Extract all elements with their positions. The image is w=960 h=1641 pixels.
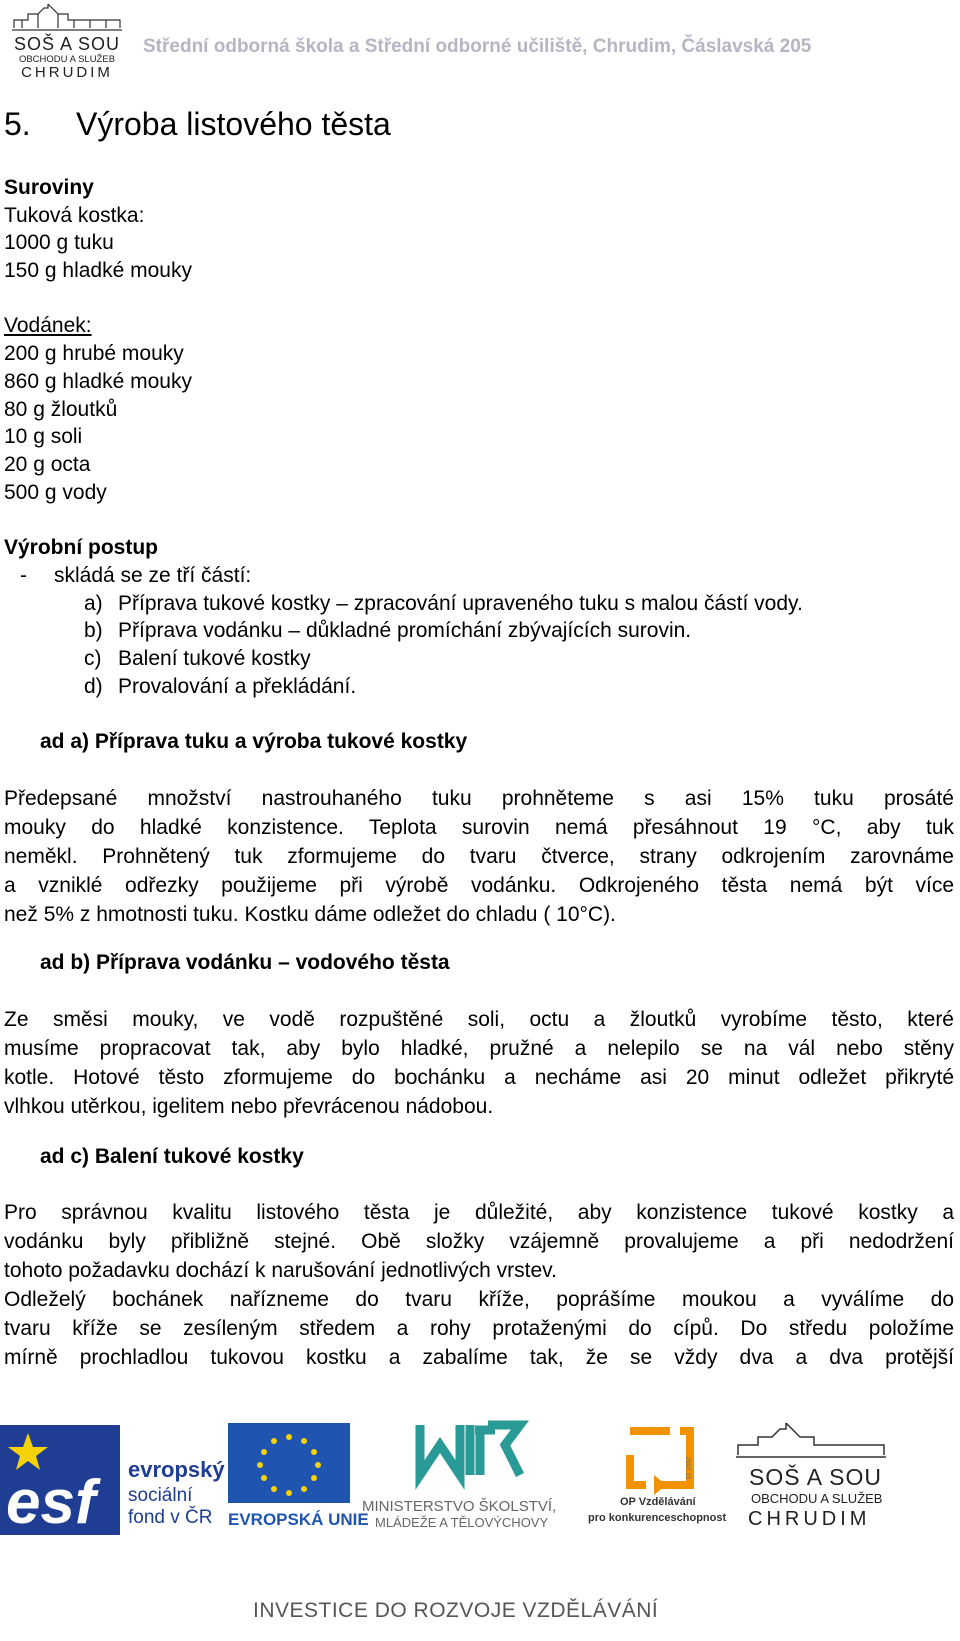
op-text-line2: pro konkurenceschopnost: [588, 1512, 727, 1524]
water-item: 860 g hladké mouky: [4, 370, 192, 393]
section-a-heading: ad a) Příprava tuku a výroba tukové kostky: [40, 730, 468, 753]
msmt-text-line2: MLÁDEŽE A TĚLOVÝCHOVY: [375, 1515, 549, 1530]
svg-text:esf: esf: [6, 1468, 96, 1537]
water-item: 500 g vody: [4, 481, 107, 504]
page-header: [0, 0, 960, 85]
step-text: Příprava vodánku – důkladné promíchání zbývajících surovin.: [118, 619, 692, 642]
step-marker: b): [84, 619, 103, 642]
esf-text-line2: sociální: [128, 1485, 193, 1506]
esf-logo-icon: [0, 1425, 225, 1537]
water-item: 20 g octa: [4, 453, 91, 476]
op-text-line1: OP Vzdělávání: [620, 1496, 696, 1508]
water-item: 200 g hrubé mouky: [4, 342, 184, 365]
paragraph-line: mouky do hladké konzistence. Teplota surovin nemá přesáhnout 19 °C, aby tuk: [4, 816, 954, 839]
process-heading: Výrobní postup: [4, 536, 158, 559]
eu-label: EVROPSKÁ UNIE: [228, 1510, 369, 1529]
section-c-heading: ad c) Balení tukové kostky: [40, 1145, 304, 1168]
paragraph-line: tvaru kříže se zesíleným středem a rohy protaženými do cípů. Do středu položíme: [4, 1317, 954, 1340]
logo-text-line2: OBCHODU A SLUŽEB: [18, 54, 116, 65]
paragraph-line: tohoto požadavku dochází k narušování jednotlivých vrstev.: [4, 1259, 557, 1282]
op-years: 2007-13: [684, 1457, 690, 1480]
step-text: Příprava tukové kostky – zpracování upraveného tuku s malou částí vody.: [118, 592, 803, 615]
paragraph-line: vlhkou utěrkou, igelitem nebo převrácenou nádobou.: [4, 1095, 494, 1118]
paragraph-line: Odleželý bochánek nařízneme do tvaru kříže, poprášíme moukou a vyválíme do: [4, 1288, 954, 1311]
section-b-heading: ad b) Příprava vodánku – vodového těsta: [40, 951, 450, 974]
paragraph-line: mírně prochladlou tukovou kostku a zabalíme tak, že se vždy dva a dva protější: [4, 1346, 954, 1369]
section-c-paragraph: [4, 1198, 954, 1372]
section-a-paragraph: [4, 784, 954, 929]
logo-text-line1: SOŠ A SOU: [13, 34, 121, 54]
step-marker: c): [84, 647, 102, 670]
title-number: 5.: [4, 106, 31, 142]
step-text: Provalování a překládání.: [118, 675, 357, 698]
water-item: 80 g žloutků: [4, 398, 118, 421]
paragraph-line: neměkl. Prohnětený tuk zformujeme do tvaru čtverce, strany odkrojením zarovnáme: [4, 845, 954, 868]
water-label: Vodánek:: [4, 314, 92, 337]
logo-text-line3: CHRUDIM: [21, 64, 113, 81]
school-footer-logo-icon: [736, 1423, 886, 1530]
page-title: [4, 106, 391, 143]
title-text: Výroba listového těsta: [76, 106, 391, 142]
school-footer-line3: CHRUDIM: [748, 1508, 871, 1530]
footer-invest-slogan: INVESTICE DO ROZVOJE VZDĚLÁVÁNÍ: [253, 1599, 659, 1622]
fat-item: 1000 g tuku: [4, 231, 114, 254]
step-marker: a): [84, 592, 103, 615]
msmt-logo-icon: [362, 1425, 556, 1530]
paragraph-line: Předepsané množství nastrouhaného tuku prohněteme s asi 15% tuku prosáté: [4, 787, 954, 810]
process-intro-dash: -: [20, 564, 27, 587]
esf-text-line1: evropský: [128, 1457, 225, 1482]
ingredients-heading: Suroviny: [4, 176, 94, 199]
footer-logos: [0, 1415, 960, 1555]
water-item: 10 g soli: [4, 425, 83, 448]
step-text: Balení tukové kostky: [118, 647, 311, 670]
esf-text-line3: fond v ČR: [128, 1507, 213, 1528]
msmt-text-line1: MINISTERSTVO ŠKOLSTVÍ,: [362, 1498, 557, 1515]
section-b-paragraph: [4, 1005, 954, 1121]
school-name-header: Střední odborná škola a Střední odborné učiliště, Chrudim, Čáslavská 205: [143, 36, 812, 57]
process-intro: skládá se ze tří částí:: [54, 564, 252, 587]
paragraph-line: Ze směsi mouky, ve vodě rozpuštěné soli, octu a žloutků vyrobíme těsto, které: [4, 1008, 954, 1031]
fat-label: Tuková kostka:: [4, 204, 145, 227]
eu-flag-icon: [228, 1423, 369, 1529]
paragraph-line: Pro správnou kvalitu listového těsta je důležité, aby konzistence tukové kostky a: [4, 1201, 954, 1224]
paragraph-line: musíme propracovat tak, aby bylo hladké, pružné a nelepilo se na vál nebo stěny: [4, 1037, 954, 1060]
paragraph-line: kotle. Hotové těsto zformujeme do bochánku a necháme asi 20 minut odležet přikryté: [4, 1066, 954, 1089]
school-footer-line2: OBCHODU A SLUŽEB: [751, 1491, 883, 1506]
step-marker: d): [84, 675, 103, 698]
paragraph-line: než 5% z hmotnosti tuku. Kostku dáme odležet do chladu ( 10°C).: [4, 903, 616, 926]
school-footer-line1: SOŠ A SOU: [749, 1464, 882, 1490]
paragraph-line: vodánku byly přibližně stejné. Obě složky vzájemně provalujeme a při nedodržení: [4, 1230, 954, 1253]
fat-item: 150 g hladké mouky: [4, 259, 192, 282]
paragraph-line: a vzniklé odřezky použijeme při výrobě vodánku. Odkrojeného těsta nemá být více: [4, 874, 954, 897]
op-logo-icon: [588, 1431, 726, 1524]
